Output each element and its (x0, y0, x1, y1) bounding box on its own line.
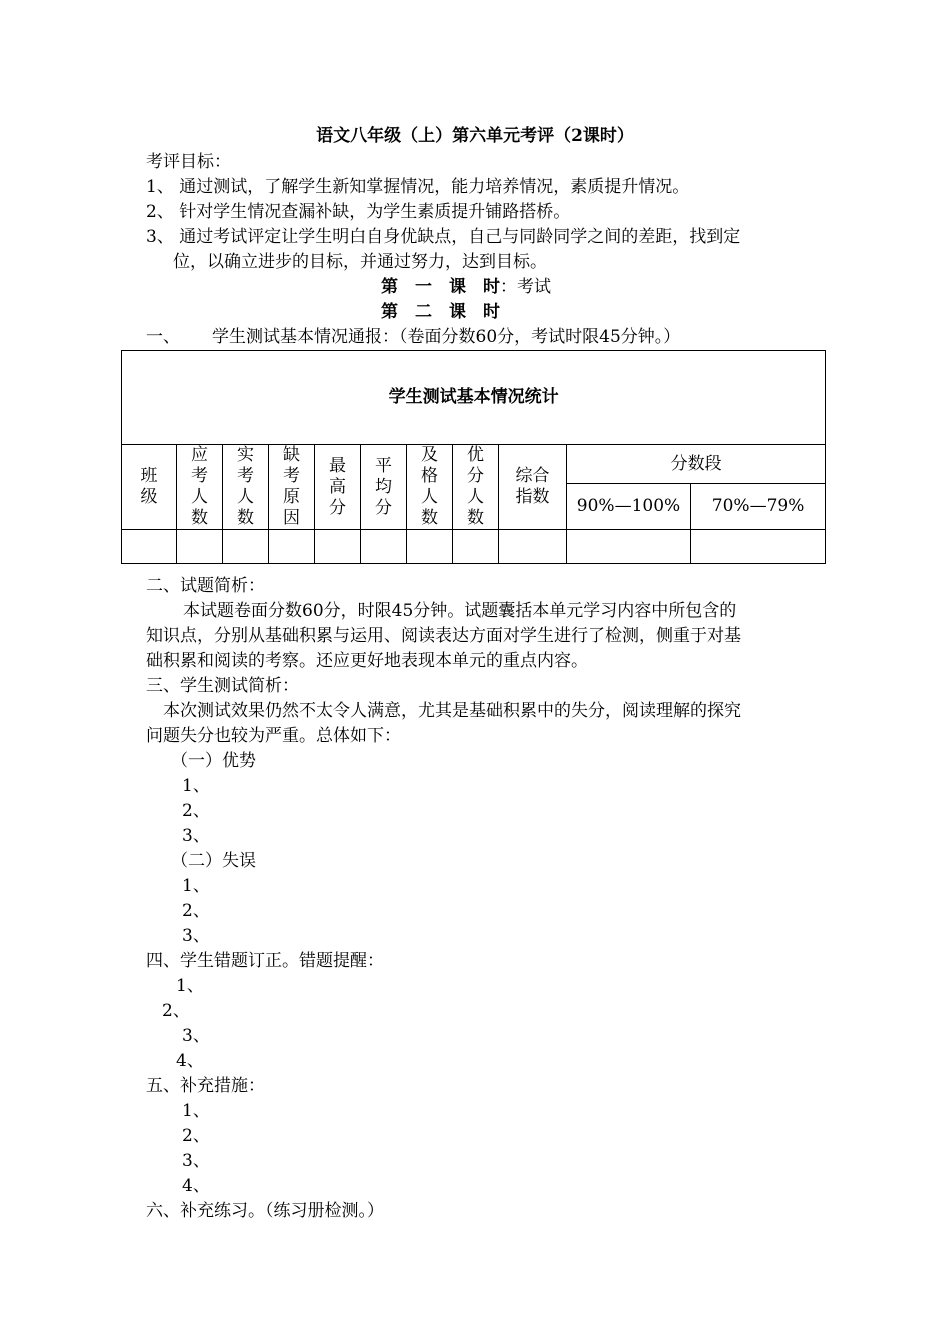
section-two-heading: 二、试题简析： (146, 576, 265, 596)
section-two-para-line-2: 知识点，分别从基础积累与运用、阅读表达方面对学生进行了检测，侧重于对基 (146, 626, 741, 646)
lesson-one-label: 第 一 课 时 (381, 277, 500, 297)
header-range-70-79: 70%—79% (691, 484, 826, 530)
table-cell (315, 530, 361, 564)
advantages-label: （一）优势 (171, 751, 256, 771)
table-cell (453, 530, 499, 564)
header-average-score: 平均分 (361, 445, 407, 530)
statistics-table (121, 350, 826, 564)
lesson-one-suffix: ：考试 (500, 277, 551, 297)
objective-item-2: 2、 针对学生情况查漏补缺，为学生素质提升铺路搭桥。 (146, 202, 571, 222)
list-item: 1、 (182, 876, 210, 896)
header-score-range: 分数段 (567, 445, 826, 484)
objective-item-3-continued: 位，以确立进步的目标，并通过努力，达到目标。 (173, 252, 547, 272)
table-cell (499, 530, 567, 564)
list-item: 1、 (182, 776, 210, 796)
section-one-number: 一、 (146, 327, 180, 347)
list-item: 1、 (176, 976, 204, 996)
header-range-90-100: 90%—100% (567, 484, 691, 530)
mistakes-label: （二）失误 (171, 851, 256, 871)
table-cell (407, 530, 453, 564)
table-cell (691, 530, 826, 564)
header-composite-index: 综合指数 (499, 445, 567, 530)
section-three-para-line-1: 本次测试效果仍然不太令人满意，尤其是基础积累中的失分，阅读理解的探究 (163, 701, 741, 721)
section-three-para-line-2: 问题失分也较为严重。总体如下： (146, 726, 401, 746)
section-two-para-line-3: 础积累和阅读的考察。还应更好地表现本单元的重点内容。 (146, 651, 588, 671)
section-two-para-line-1: 本试题卷面分数60分，时限45分钟。试题囊括本单元学习内容中所包含的 (183, 601, 737, 621)
objective-item-3: 3、 通过考试评定让学生明白自身优缺点，自己与同龄同学之间的差距，找到定 (146, 227, 741, 247)
header-excellent-count: 优分人数 (453, 445, 499, 530)
header-highest-score: 最高分 (315, 445, 361, 530)
lesson-one-heading (381, 275, 551, 299)
section-one-text: 学生测试基本情况通报：（卷面分数60分，考试时限45分钟。） (212, 327, 681, 347)
section-four-heading: 四、学生错题订正。错题提醒： (146, 951, 384, 971)
table-cell (361, 530, 407, 564)
table-cell (567, 530, 691, 564)
page-title: 语文八年级（上）第六单元考评（2课时） (316, 126, 634, 146)
table-row (122, 530, 826, 564)
list-item: 3、 (182, 926, 210, 946)
list-item: 2、 (182, 901, 210, 921)
list-item: 3、 (182, 1026, 210, 1046)
list-item: 4、 (176, 1051, 204, 1071)
objective-item-1: 1、 通过测试，了解学生新知掌握情况，能力培养情况，素质提升情况。 (146, 177, 690, 197)
section-six-heading: 六、补充练习。（练习册检测。） (146, 1201, 384, 1221)
table-cell (223, 530, 269, 564)
lesson-two-heading: 第 二 课 时 (381, 302, 500, 322)
header-class: 班级 (122, 445, 177, 530)
section-five-heading: 五、补充措施： (146, 1076, 265, 1096)
section-three-heading: 三、学生测试简析： (146, 676, 299, 696)
list-item: 1、 (182, 1101, 210, 1121)
list-item: 2、 (182, 1126, 210, 1146)
list-item: 2、 (182, 801, 210, 821)
header-absence-reason: 缺考原因 (269, 445, 315, 530)
table-caption: 学生测试基本情况统计 (122, 351, 826, 445)
objectives-heading: 考评目标： (146, 152, 231, 172)
header-expected-count: 应考人数 (177, 445, 223, 530)
header-pass-count: 及格人数 (407, 445, 453, 530)
list-item: 4、 (182, 1176, 210, 1196)
table-cell (122, 530, 177, 564)
list-item: 2、 (162, 1001, 190, 1021)
header-actual-count: 实考人数 (223, 445, 269, 530)
table-cell (177, 530, 223, 564)
table-cell (269, 530, 315, 564)
list-item: 3、 (182, 826, 210, 846)
list-item: 3、 (182, 1151, 210, 1171)
